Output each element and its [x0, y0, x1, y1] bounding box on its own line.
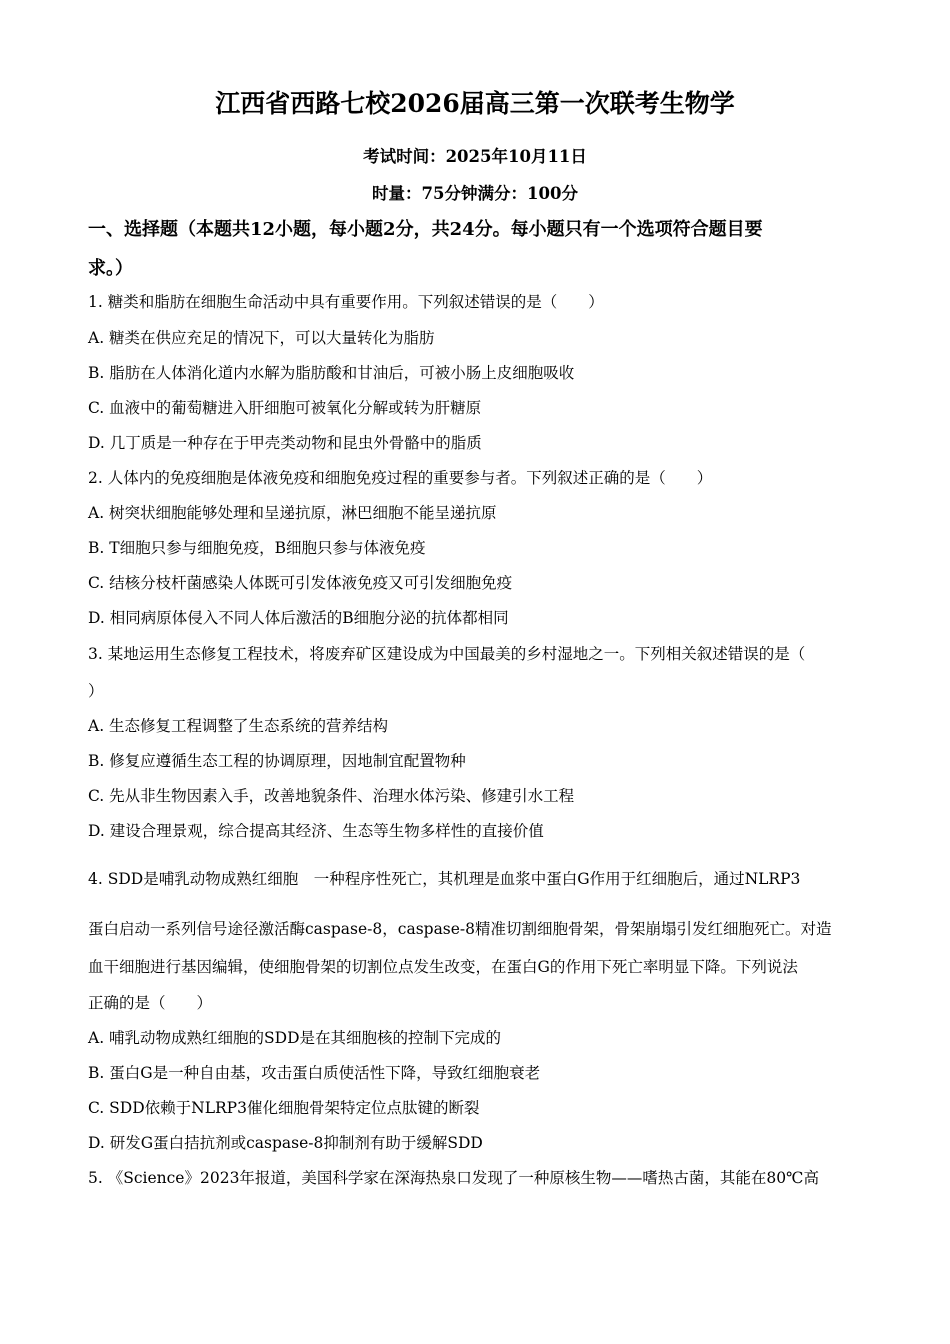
option-b: B. T细胞只参与细胞免疫，B细胞只参与体液免疫 — [88, 539, 426, 557]
question-stem-cont: 正确的是（ ） — [88, 994, 213, 1012]
exam-duration: 时量：75分钟满分：100分 — [372, 184, 578, 203]
question-stem: 3. 某地运用生态修复工程技术，将废弃矿区建设成为中国最美的乡村湿地之一。下列相关叙述错误的是（ — [88, 645, 806, 663]
section-heading-cont: 求。） — [88, 258, 133, 279]
option-a: A. 树突状细胞能够处理和呈递抗原，淋巴细胞不能呈递抗原 — [88, 504, 497, 522]
option-a: A. 哺乳动物成熟红细胞的SDD是在其细胞核的控制下完成的 — [88, 1029, 502, 1047]
option-c: C. 先从非生物因素入手，改善地貌条件、治理水体污染、修建引水工程 — [88, 787, 575, 805]
page-title: 江西省西路七校2026届高三第一次联考生物学 — [215, 89, 735, 118]
question-stem-cont: 血干细胞进行基因编辑，使细胞骨架的切割位点发生改变，在蛋白G的作用下死亡率明显下降。下列说法 — [88, 958, 798, 976]
option-a: A. 生态修复工程调整了生态系统的营养结构 — [88, 717, 389, 735]
option-c: C. 血液中的葡萄糖进入肝细胞可被氧化分解或转为肝糖原 — [88, 399, 482, 417]
question-stem: 4. SDD是哺乳动物成熟红细胞 一种程序性死亡，其机理是血浆中蛋白G作用于红细胞后，通过NLRP3 — [88, 870, 801, 888]
option-d: D. 几丁质是一种存在于甲壳类动物和昆虫外骨骼中的脂质 — [88, 434, 482, 452]
question-stem: 5. 《Science》2023年报道，美国科学家在深海热泉口发现了一种原核生物——嗜热古菌，其能在80℃高 — [88, 1169, 819, 1187]
option-c: C. 结核分枝杆菌感染人体既可引发体液免疫又可引发细胞免疫 — [88, 574, 513, 592]
option-c: C. SDD依赖于NLRP3催化细胞骨架特定位点肽键的断裂 — [88, 1099, 480, 1117]
exam-time: 考试时间：2025年10月11日 — [363, 147, 587, 166]
question-stem-cont: 蛋白启动一系列信号途径激活酶caspase-8，caspase-8精准切割细胞骨架，骨架崩塌引发红细胞死亡。对造 — [88, 920, 832, 938]
option-b: B. 修复应遵循生态工程的协调原理，因地制宜配置物种 — [88, 752, 466, 770]
question-stem: 2. 人体内的免疫细胞是体液免疫和细胞免疫过程的重要参与者。下列叙述正确的是（ ） — [88, 469, 713, 487]
option-d: D. 研发G蛋白拮抗剂或caspase-8抑制剂有助于缓解SDD — [88, 1134, 483, 1152]
question-stem: 1. 糖类和脂肪在细胞生命活动中具有重要作用。下列叙述错误的是（ ） — [88, 293, 604, 311]
section-heading: 一、选择题（本题共12小题，每小题2分，共24分。每小题只有一个选项符合题目要 — [88, 219, 763, 240]
question-stem-cont: ） — [88, 682, 104, 700]
option-b: B. 蛋白G是一种自由基，攻击蛋白质使活性下降，导致红细胞衰老 — [88, 1064, 541, 1082]
option-d: D. 相同病原体侵入不同人体后激活的B细胞分泌的抗体都相同 — [88, 609, 509, 627]
option-d: D. 建设合理景观，综合提高其经济、生态等生物多样性的直接价值 — [88, 822, 544, 840]
option-b: B. 脂肪在人体消化道内水解为脂肪酸和甘油后，可被小肠上皮细胞吸收 — [88, 364, 575, 382]
option-a: A. 糖类在供应充足的情况下，可以大量转化为脂肪 — [88, 329, 435, 347]
